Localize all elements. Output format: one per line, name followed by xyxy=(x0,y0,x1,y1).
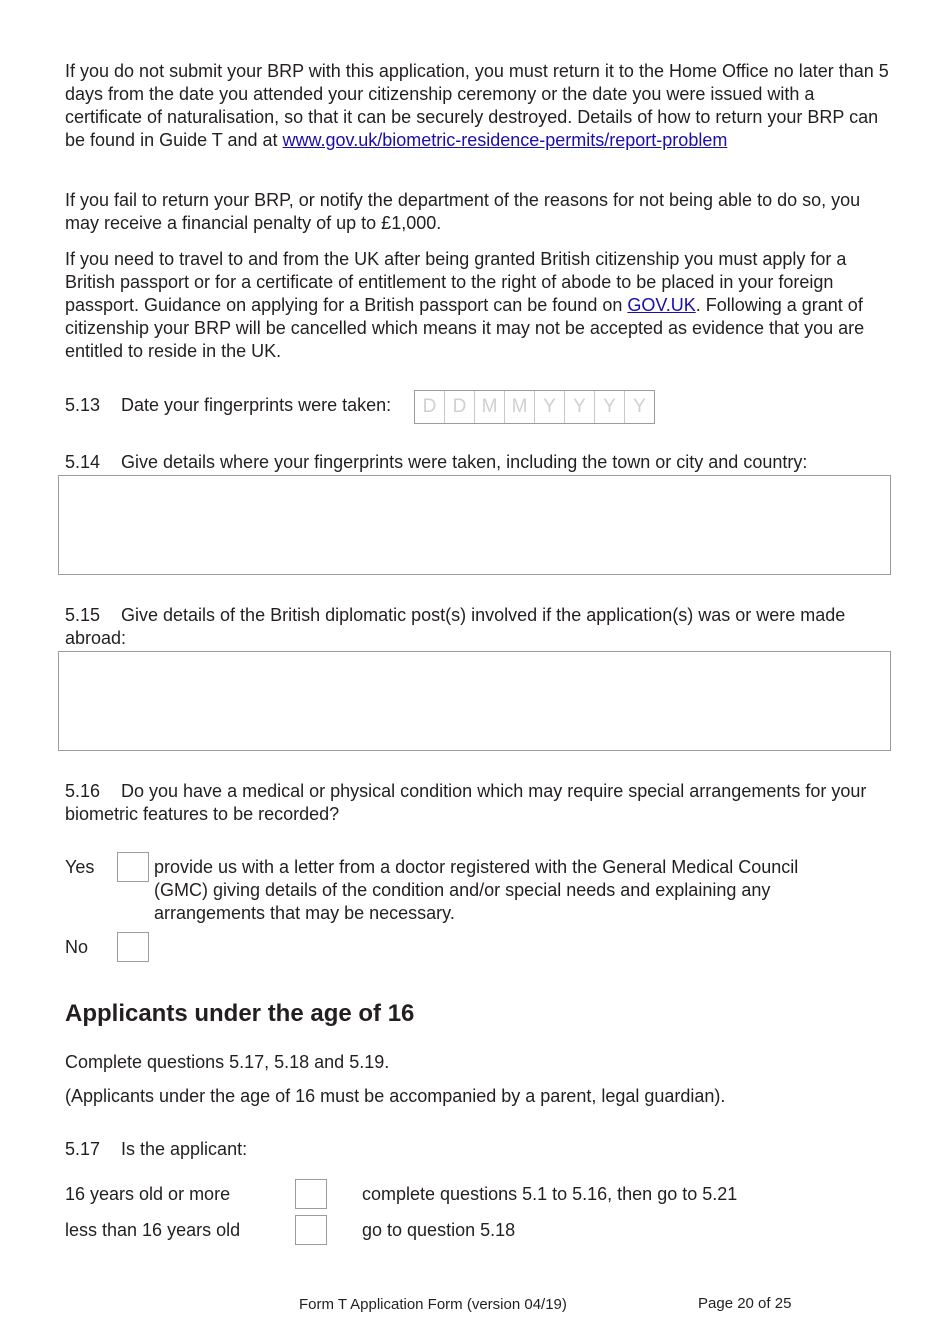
q516-text: Do you have a medical or physical condition which may require special arrangements for your biometric features to be recorded? xyxy=(65,781,867,824)
brp-report-problem-link[interactable]: www.gov.uk/biometric-residence-permits/report-problem xyxy=(282,130,728,150)
date-day-2[interactable]: D xyxy=(445,391,475,423)
q517-text: Is the applicant: xyxy=(121,1139,248,1159)
under-16-heading: Applicants under the age of 16 xyxy=(65,1000,415,1027)
date-year-4[interactable]: Y xyxy=(633,396,646,417)
age-option-under-16-action: go to question 5.18 xyxy=(362,1220,516,1240)
date-month-1[interactable]: M xyxy=(475,391,505,423)
q516-yes-label: Yes xyxy=(65,857,95,877)
q516-label xyxy=(65,780,895,826)
q515-label xyxy=(65,604,865,650)
brp-return-paragraph: If you do not submit your BRP with this application, you must return it to the Home Office no later than 5 days from the date you attended your citizenship ceremony or the date you were issued with a certificate of naturalisation, so that it can be securely destroyed. Details of how to return your BRP can be found in Guide T and at www.gov.uk/biometric-residence-permits/report-problem xyxy=(65,61,889,150)
q513-text: Date your fingerprints were taken: xyxy=(121,395,392,415)
footer-form-name: Form T Application Form (version 04/19) xyxy=(299,1296,567,1313)
fingerprint-date-input[interactable] xyxy=(414,390,655,424)
q514-text: Give details where your fingerprints were taken, including the town or city and country: xyxy=(121,452,808,472)
age-option-16-plus-label: 16 years old or more xyxy=(65,1184,231,1204)
diplomatic-post-textarea[interactable] xyxy=(58,651,891,751)
date-year-1[interactable]: Y xyxy=(535,391,565,423)
date-day-1[interactable]: D xyxy=(415,391,445,423)
date-year-2[interactable]: Y xyxy=(565,391,595,423)
q516-number: 5.16 xyxy=(65,781,101,801)
travel-paragraph: If you need to travel to and from the UK after being granted British citizenship you must apply for a British passport or for a certificate of entitlement to the right of abode to be placed in your foreign passport. Guidance on applying for a British passport can be found on GOV.UK. Following a grant of citizenship your BRP will be cancelled which means it may not be accepted as evidence that you are entitled to reside in the UK. xyxy=(65,249,865,361)
age-option-16-plus-action: complete questions 5.1 to 5.16, then go to 5.21 xyxy=(362,1184,738,1204)
q516-yes-instructions: provide us with a letter from a doctor registered with the General Medical Council (GMC) giving details of the condition and/or special needs and explaining any arrangements that may be necessary. xyxy=(154,857,799,923)
under-16-instruction: Complete questions 5.17, 5.18 and 5.19. xyxy=(65,1052,390,1072)
date-month-2[interactable]: M xyxy=(505,391,535,423)
brp-penalty-paragraph: If you fail to return your BRP, or notify the department of the reasons for not being able to do so, you may receive a financial penalty of up to £1,000. xyxy=(65,190,861,233)
q514-label xyxy=(65,451,895,474)
q515-text: Give details of the British diplomatic post(s) involved if the application(s) was or were made abroad: xyxy=(65,605,846,648)
medical-condition-yes-checkbox[interactable] xyxy=(117,852,149,882)
q517-label xyxy=(65,1138,247,1161)
q517-number: 5.17 xyxy=(65,1139,101,1159)
age-option-under-16-label: less than 16 years old xyxy=(65,1220,241,1240)
under-16-note: (Applicants under the age of 16 must be accompanied by a parent, legal guardian). xyxy=(65,1086,726,1106)
medical-condition-no-checkbox[interactable] xyxy=(117,932,149,962)
fingerprint-location-textarea[interactable] xyxy=(58,475,891,575)
q516-no-label: No xyxy=(65,937,89,957)
q513-number: 5.13 xyxy=(65,395,101,415)
date-year-3[interactable]: Y xyxy=(595,391,625,423)
q514-number: 5.14 xyxy=(65,452,101,472)
gov-uk-link[interactable]: GOV.UK xyxy=(627,295,696,315)
age-under-16-checkbox[interactable] xyxy=(295,1215,327,1245)
q513-label xyxy=(65,394,391,417)
age-16-plus-checkbox[interactable] xyxy=(295,1179,327,1209)
footer-page-number: Page 20 of 25 xyxy=(698,1295,792,1312)
q515-number: 5.15 xyxy=(65,605,101,625)
